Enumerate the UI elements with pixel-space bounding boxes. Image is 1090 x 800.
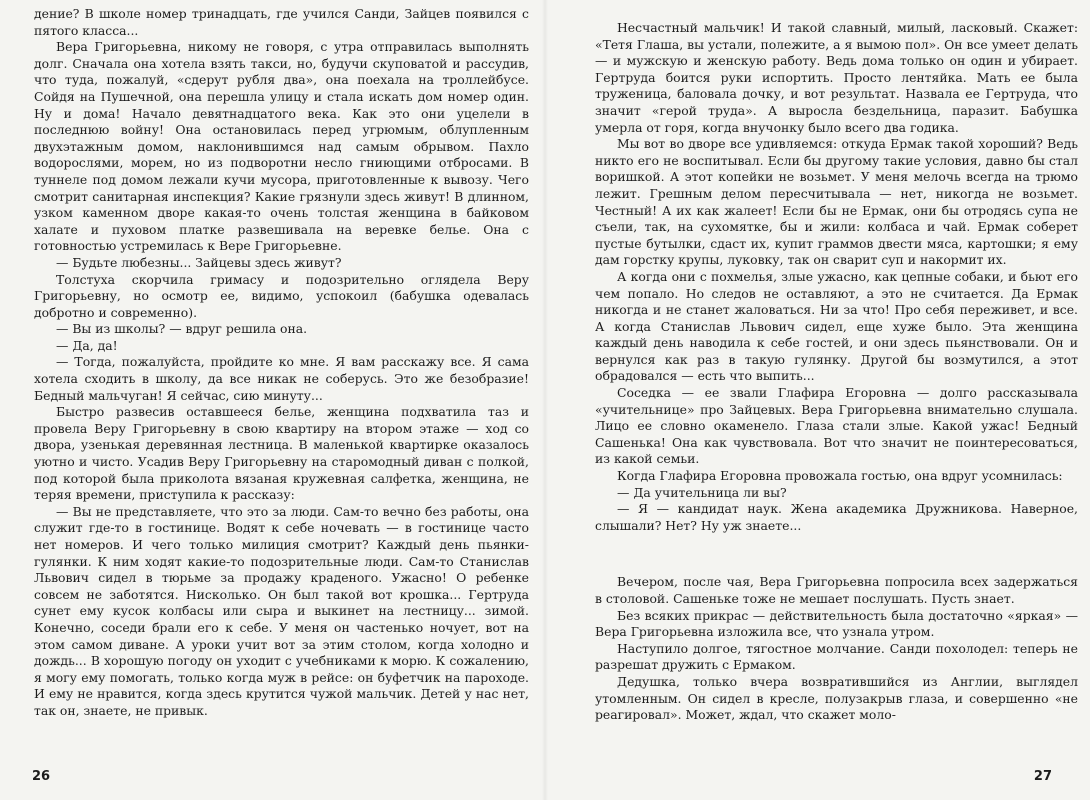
- paragraph: — Я — кандидат наук. Жена академика Дружникова. Наверное, слышали? Нет? Ну уж знаете...: [595, 501, 1078, 533]
- paragraph: Без всяких прикрас — действительность была достаточно «яркая» — Вера Григорьевна изложила все, что узнала утром.: [595, 607, 1078, 640]
- paragraph: Соседка — ее звали Глафира Егоровна — долго рассказывала «учительнице» про Зайцевых. Вера Григорьевна внимательно слушала. Лицо ее словно окаменело. Глаза стали злые. Какой ужас! Бедный Сашенька! Она как чувствовала. Вот что значит не поинтересоваться, из какой семьи.: [595, 385, 1078, 467]
- paragraph: Толстуха скорчила гримасу и подозрительно оглядела Веру Григорьевну, но осмотр ее, видимо, успокоил (бабушка одевалась добротно и современно).: [34, 271, 529, 320]
- right-page: [545, 0, 1090, 800]
- paragraph: Вера Григорьевна, никому не говоря, с утра отправилась выполнять долг. Сначала она хотела взять такси, но, будучи скуповатой и рассудив, что туда, пожалуй, «сдерут рубля два», она поехала на троллейбусе. Сойдя на Пушечной, она перешла улицу и стала искать дом номер один. Ну и дома! Начало девятнадцатого века. Как это они уцелели в последнюю войну! Она остановилась перед угрюмым, облупленным двухэтажным домом, наклонившимся над самым обрывом. Пахло водорослями, морем, но из подворотни несло гниющими отбросами. В туннеле под домом лежали кучи мусора, приготовленные к вывозу. Чего смотрит санитарная инспекция? Какие грязнули здесь живут! В длинном, узком каменном дворе какая-то очень толстая женщина в байковом халате и пуховом платке развешивала на веревке белье. Она с готовностью устремилась к Вере Григорьевне.: [34, 39, 529, 254]
- paragraph: Несчастный мальчик! И такой славный, милый, ласковый. Скажет: «Тетя Глаша, вы устали, полежите, а я вымою пол». Он все умеет делать — и мужскую и женскую работу. Ведь дома только он один и убирает. Гертруда боится руки испортить. Просто лентяйка. Мать ее была труженица, баловала дочку, и вот результат. Назвала ее Гертруда, что значит «герой труда». А выросла бездельница, паразит. Бабушка умерла от горя, когда внучонку было всего два годика.: [595, 20, 1078, 135]
- paragraph: А когда они с похмелья, злые ужасно, как цепные собаки, и бьют его чем попало. Но следов не оставляют, а это не считается. Да Ермак никогда и не станет жаловаться. Ни за что! Про себя переживет, и все. А когда Станислав Львович сидел, еще хуже было. Эта женщина каждый день наводила к себе гостей, и они здесь пьянствовали. Он и вернулся как раз в такую гулянку. Другой бы возмутился, а этот обрадовался — есть что выпить...: [595, 268, 1078, 384]
- paragraph: — Вы из школы? — вдруг решила она.: [56, 321, 308, 337]
- paragraph: Мы вот во дворе все удивляемся: откуда Ермак такой хороший? Ведь никто его не воспитывал. Если бы другому такие условия, давно бы стал воришкой. А этот копейки не возьмет. У меня мелочь всегда на трюмо лежит. Грешным делом пересчитывала — нет, никогда не возьмет. Честный! А их как жалеет! Если бы не Ермак, они бы отродясь супа не съели, так, на сухомятке, бы и жили: колбаса и чай. Ермак соберет пустые бутылки, сдаст их, купит граммов двести мяса, картошки; я ему дам горстку крупы, луковку, так он сварит суп и накормит их.: [595, 136, 1078, 268]
- paragraph: Когда Глафира Егоровна провожала гостью, она вдруг усомнилась:: [617, 468, 1063, 484]
- paragraph: — Вы не представляете, что это за люди. Сам-то вечно без работы, она служит где-то в гостинице. Водят к себе ночевать — в гостинице часто нет номеров. И чего только милиция смотрит? Каждый день пьянки-гулянки. К ним ходят какие-то подозрительные люди. Сам-то Станислав Львович сидел в тюрьме за продажу краденого. Ужасно! О ребенке совсем не заботятся. Нисколько. Он был такой вот крошка... Гертруда сунет ему кусок колбасы или сыра и выкинет на лестницу... зимой. Конечно, соседи брали его к себе. У меня он частенько ночует, вот на этом самом диване. А уроки учит вот за этим столом, когда холодно и дождь... В хорошую погоду он уходит с учебниками к морю. К сожалению, я могу ему помогать, только когда муж в рейсе: он буфетчик на пароходе. И ему не нравится, когда здесь крутится чужой мальчик. Детей у нас нет, так он, знаете, не привык.: [34, 503, 529, 718]
- page-number: 27: [1033, 769, 1052, 784]
- paragraph: — Да, да!: [56, 337, 118, 353]
- paragraph: — Да учительница ли вы?: [617, 484, 787, 500]
- paragraph: Быстро развесив оставшееся белье, женщина подхватила таз и провела Веру Григорьевну в свою квартиру на втором этаже — ход со двора, узенькая деревянная лестница. В маленькой квартирке оказалось уютно и чисто. Усадив Веру Григорьевну на старомодный диван с полкой, под которой была приколота вязаная кружевная салфетка, женщина, не теряя времени, приступила к рассказу:: [34, 404, 529, 503]
- left-page-text: [34, 6, 529, 720]
- page-number: 26: [32, 769, 51, 784]
- paragraph: дение? В школе номер тринадцать, где учился Санди, Зайцев появился с пятого класса...: [34, 6, 529, 38]
- paragraph: Наступило долгое, тягостное молчание. Санди похолодел: теперь не разрешат дружить с Ермаком.: [595, 640, 1078, 673]
- right-page-text: [595, 20, 1078, 724]
- paragraph: Дедушка, только вчера возвратившийся из Англии, выглядел утомленным. Он сидел в кресле, полузакрыв глаза, и совершенно «не реагировал». Может, ждал, что скажет моло-: [595, 673, 1078, 723]
- paragraph: — Будьте любезны... Зайцевы здесь живут?: [56, 254, 342, 270]
- paragraph: — Тогда, пожалуйста, пройдите ко мне. Я вам расскажу все. Я сама хотела сходить в школу, да все никак не соберусь. Это же безобразие! Бедный мальчуган! Я сейчас, сию минуту...: [34, 354, 529, 403]
- paragraph: Вечером, после чая, Вера Григорьевна попросила всех задержаться в столовой. Сашеньке тоже не мешает послушать. Пусть знает.: [595, 574, 1078, 606]
